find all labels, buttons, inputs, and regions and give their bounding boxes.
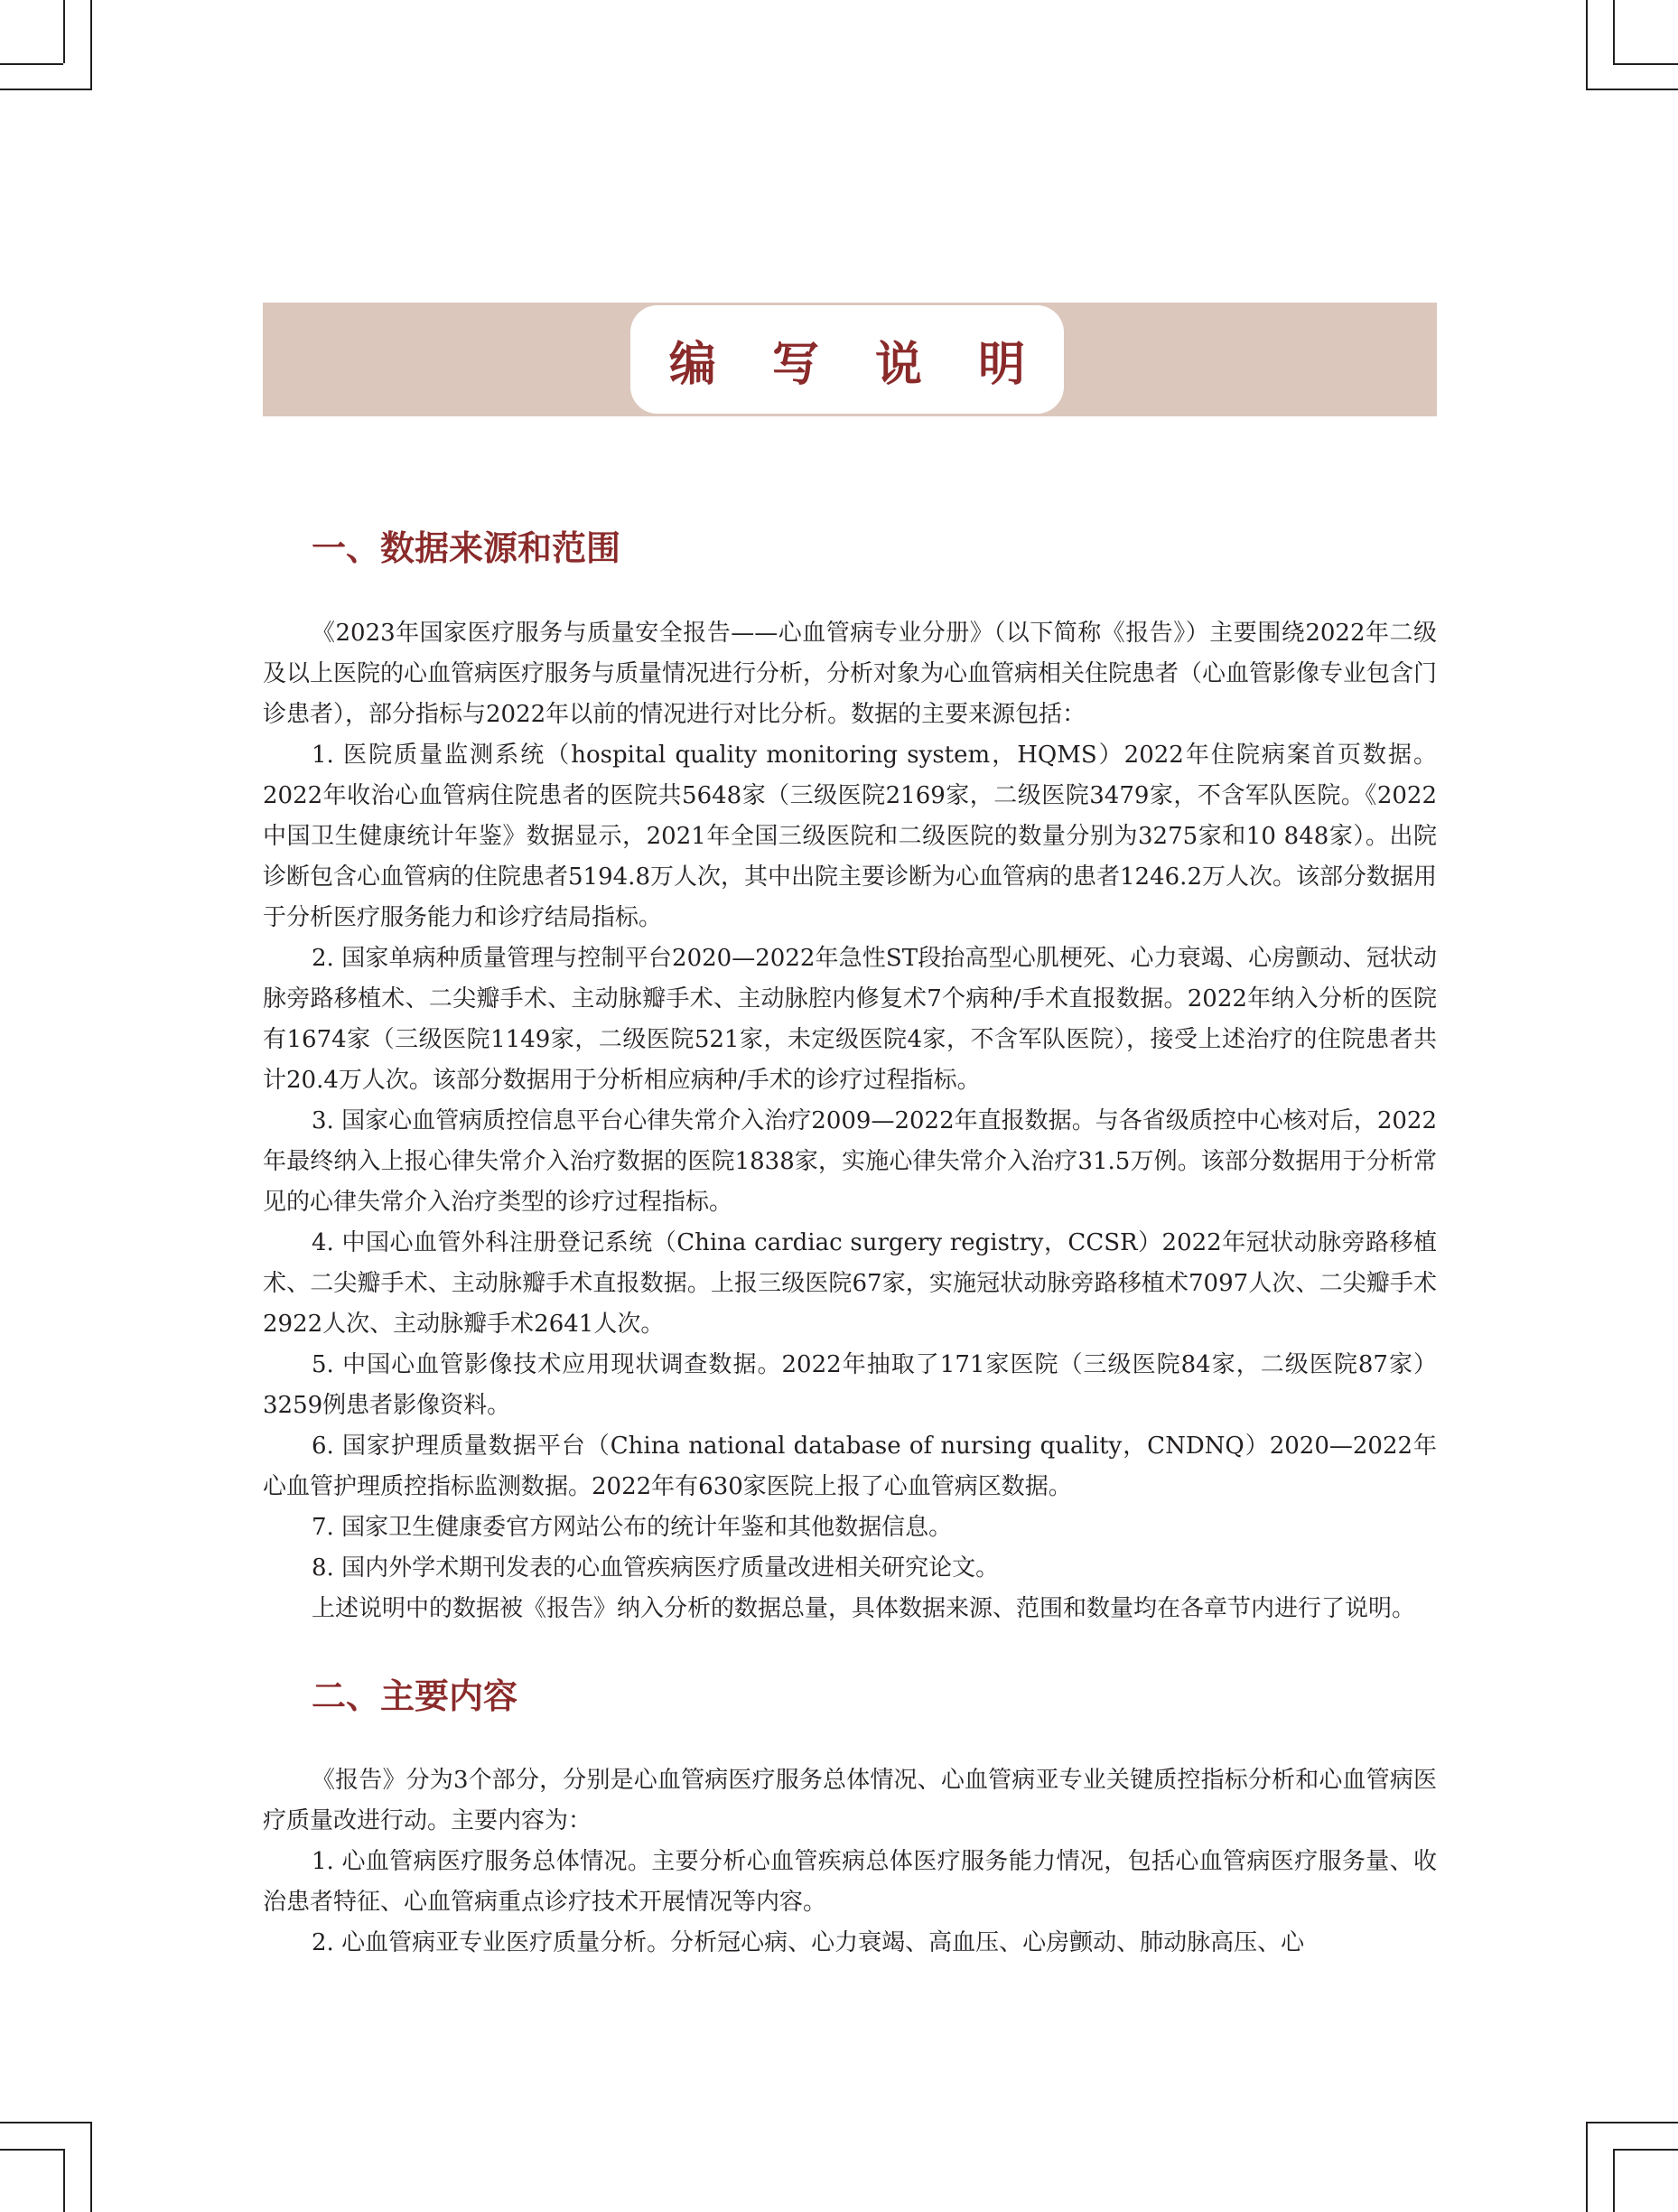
paragraph: 8. 国内外学术期刊发表的心血管疾病医疗质量改进相关研究论文。: [312, 1554, 1000, 1582]
paragraph: 1. 医院质量监测系统（hospital quality monitoring system，HQMS）2022年住院病案首页数据。2022年收治心血管病住院患者的医院共5648家（三级医院2169家，二级医院3479家，不含军队医院。《2022中国卫生健康统计年鉴》数据显示，2021年全国三级医院和二级医院的数量分别为3275家和10 848家）。出院诊断包含心血管病的住院患者5194.8万人次，其中出院主要诊断为心血管病的患者1246.2万人次。该部分数据用于分析医疗服务能力和诊疗结局指标。: [263, 741, 1437, 931]
crop-mark: [0, 2122, 90, 2123]
document-body: [263, 528, 1437, 1964]
crop-mark: [1613, 2149, 1615, 2212]
paragraph: 2. 国家单病种质量管理与控制平台2020—2022年急性ST段抬高型心肌梗死、心力衰竭、心房颤动、冠状动脉旁路移植术、二尖瓣手术、主动脉瓣手术、主动脉腔内修复术7个病种/手术直报数据。2022年纳入分析的医院有1674家（三级医院1149家，二级医院521家，未定级医院4家，不含军队医院），接受上述治疗的住院患者共计20.4万人次。该部分数据用于分析相应病种/手术的诊疗过程指标。: [263, 944, 1437, 1094]
crop-mark: [1613, 0, 1615, 63]
paragraph: 2. 心血管病亚专业医疗质量分析。分析冠心病、心力衰竭、高血压、心房颤动、肺动脉高压、心: [312, 1929, 1305, 1957]
paragraph: 《2023年国家医疗服务与质量安全报告——心血管病专业分册》（以下简称《报告》）主要围绕2022年二级及以上医院的心血管病医疗服务与质量情况进行分析，分析对象为心血管病相关住院患者（心血管影像专业包含门诊患者），部分指标与2022年以前的情况进行对比分析。数据的主要来源包括：: [263, 619, 1438, 728]
paragraph: 1. 心血管病医疗服务总体情况。主要分析心血管疾病总体医疗服务能力情况，包括心血管病医疗服务量、收治患者特征、心血管病重点诊疗技术开展情况等内容。: [263, 1848, 1437, 1917]
page-title: 编 写 说 明: [668, 337, 1046, 392]
crop-mark: [0, 63, 63, 65]
section-main-content: [263, 1676, 1437, 1965]
crop-mark: [0, 89, 90, 90]
crop-mark: [1613, 2149, 1678, 2151]
section-data-sources: [263, 528, 1437, 1629]
crop-mark: [0, 2149, 63, 2151]
paragraph: 《报告》分为3个部分，分别是心血管病医疗服务总体情况、心血管病亚专业关键质控指标分析和心血管病医疗质量改进行动。主要内容为：: [263, 1767, 1437, 1835]
paragraph: 上述说明中的数据被《报告》纳入分析的数据总量，具体数据来源、范围和数量均在各章节内进行了说明。: [312, 1594, 1416, 1622]
section-heading: 二、主要内容: [312, 1675, 518, 1716]
crop-mark: [1586, 0, 1588, 90]
title-band: [263, 303, 1437, 416]
paragraph: 6. 国家护理质量数据平台（China national database of nursing quality，CNDNQ）2020—2022年心血管护理质控指标监测数据。2022年有630家医院上报了心血管病区数据。: [263, 1432, 1437, 1500]
crop-mark: [63, 0, 65, 63]
section-heading: 一、数据来源和范围: [312, 528, 621, 568]
paragraph: 3. 国家心血管病质控信息平台心律失常介入治疗2009—2022年直报数据。与各省级质控中心核对后，2022年最终纳入上报心律失常介入治疗数据的医院1838家，实施心律失常介入治疗31.5万例。该部分数据用于分析常见的心律失常介入治疗类型的诊疗过程指标。: [263, 1106, 1437, 1216]
paragraph: 4. 中国心血管外科注册登记系统（China cardiac surgery registry，CCSR）2022年冠状动脉旁路移植术、二尖瓣手术、主动脉瓣手术直报数据。上报三级医院67家，实施冠状动脉旁路移植术7097人次、二尖瓣手术2922人次、主动脉瓣手术2641人次。: [263, 1228, 1437, 1338]
title-pill: [630, 305, 1064, 414]
crop-mark: [1613, 63, 1678, 65]
crop-mark: [90, 0, 92, 90]
crop-mark: [90, 2122, 92, 2212]
crop-mark: [1586, 89, 1678, 90]
crop-mark: [1586, 2122, 1588, 2212]
section-divider-space: [263, 1629, 1437, 1676]
paragraph: 7. 国家卫生健康委官方网站公布的统计年鉴和其他数据信息。: [312, 1513, 953, 1541]
crop-mark: [1586, 2122, 1678, 2123]
paragraph: 5. 中国心血管影像技术应用现状调查数据。2022年抽取了171家医院（三级医院84家，二级医院87家）3259例患者影像资料。: [263, 1350, 1437, 1419]
crop-mark: [63, 2149, 65, 2212]
